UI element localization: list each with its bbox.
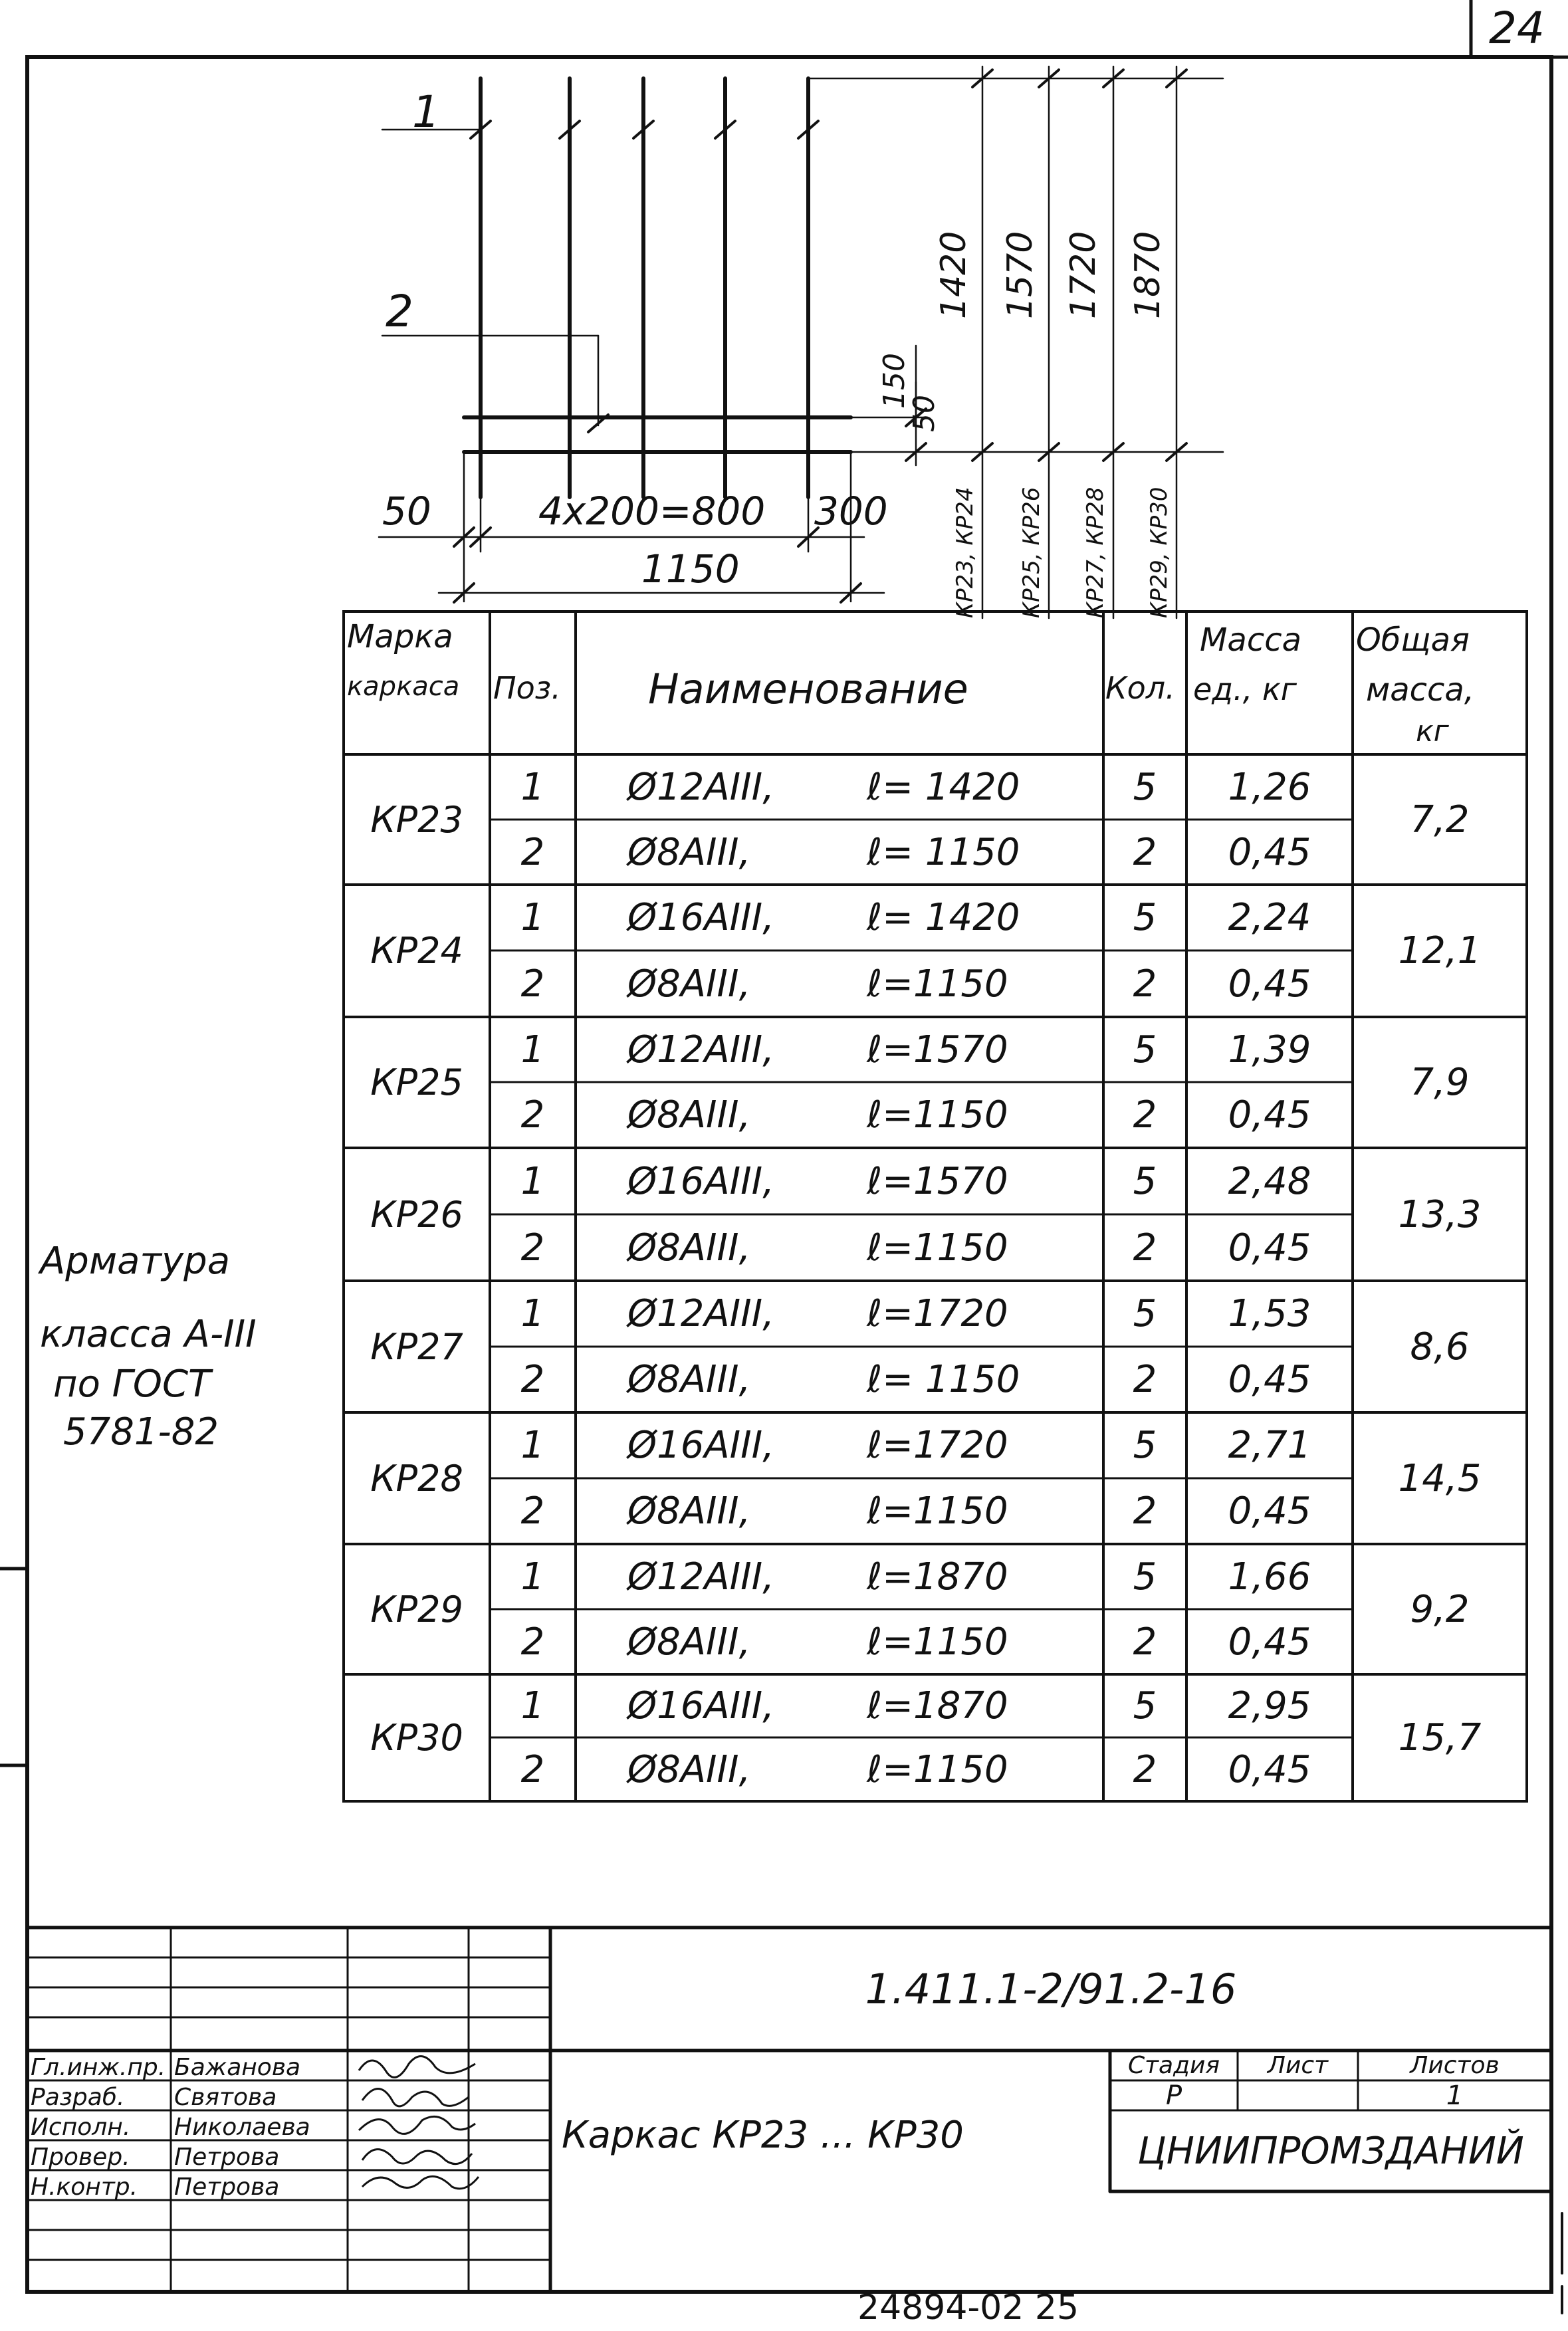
row-unit-mass: 2,48	[1228, 1159, 1311, 1203]
row-length: ℓ=1150	[867, 1490, 1008, 1533]
dim-mark-kr23-24: КР23, КР24	[952, 487, 978, 618]
row-pos: 2	[520, 962, 545, 1006]
position-label-2: 2	[386, 286, 413, 337]
row-length: ℓ= 1420	[867, 765, 1020, 809]
dim-300: 300	[814, 489, 888, 534]
row-qty: 5	[1133, 1684, 1157, 1727]
row-length: ℓ=1150	[867, 1226, 1008, 1270]
row-pos: 2	[520, 1093, 545, 1137]
row-bar: Ø16AIII,	[627, 1159, 774, 1203]
dim-length-1420: 1420	[934, 231, 974, 319]
row-bar: Ø8AIII,	[627, 1093, 751, 1137]
row-mark: КР30	[370, 1717, 463, 1759]
row-unit-mass: 2,95	[1228, 1684, 1311, 1727]
position-label-1: 1	[412, 86, 440, 138]
row-total-mass: 7,9	[1410, 1061, 1470, 1104]
row-qty: 2	[1133, 1358, 1157, 1401]
row-unit-mass: 1,39	[1228, 1028, 1311, 1071]
row-unit-mass: 0,45	[1228, 962, 1311, 1006]
row-unit-mass: 0,45	[1228, 1093, 1311, 1137]
row-length: ℓ=1870	[867, 1555, 1008, 1599]
row-mark: КР29	[370, 1588, 463, 1630]
row-qty: 2	[1133, 962, 1157, 1006]
row-bar: Ø16AIII,	[627, 1424, 774, 1467]
dim-1150: 1150	[641, 546, 740, 592]
name-checker: Петрова	[174, 2144, 280, 2171]
row-pos: 2	[520, 1747, 545, 1791]
page-number: 24	[1489, 3, 1545, 54]
header-mark-1: Марка	[347, 618, 453, 655]
row-total-mass: 14,5	[1398, 1456, 1482, 1500]
row-qty: 2	[1133, 1093, 1157, 1137]
dim-spacing: 4x200=800	[538, 489, 766, 534]
row-qty: 2	[1133, 1490, 1157, 1533]
row-length: ℓ=1150	[867, 1747, 1008, 1791]
sheets-label: Листов	[1410, 2052, 1500, 2079]
role-checker: Провер.	[31, 2144, 130, 2171]
row-bar: Ø16AIII,	[627, 1684, 774, 1727]
header-unit-mass-1: Масса	[1200, 621, 1302, 659]
dim-mark-kr25-26: КР25, КР26	[1018, 487, 1045, 618]
row-bar: Ø8AIII,	[627, 1358, 751, 1401]
note-line-4: 5781-82	[63, 1410, 219, 1454]
row-qty: 2	[1133, 1620, 1157, 1664]
row-length: ℓ= 1150	[867, 830, 1020, 874]
role-developer: Разраб.	[31, 2084, 125, 2111]
row-bar: Ø16AIII,	[627, 896, 774, 939]
dim-length-1870: 1870	[1128, 231, 1168, 319]
row-unit-mass: 1,53	[1228, 1292, 1311, 1335]
row-unit-mass: 2,24	[1228, 896, 1311, 939]
row-bar: Ø8AIII,	[627, 962, 751, 1006]
row-bar: Ø12AIII,	[627, 1292, 774, 1335]
row-qty: 2	[1133, 830, 1157, 874]
row-qty: 5	[1133, 1159, 1157, 1203]
note-line-3: по ГОСТ	[53, 1363, 211, 1406]
row-unit-mass: 1,66	[1228, 1555, 1311, 1599]
row-pos: 2	[520, 1620, 545, 1664]
row-bar: Ø8AIII,	[627, 1620, 751, 1664]
role-chief-engineer: Гл.инж.пр.	[31, 2054, 166, 2081]
signatures	[359, 2056, 479, 2189]
row-unit-mass: 1,26	[1228, 765, 1311, 809]
row-pos: 1	[520, 765, 545, 809]
row-total-mass: 12,1	[1398, 929, 1482, 972]
row-pos: 2	[520, 1226, 545, 1270]
row-pos: 1	[520, 896, 545, 939]
row-unit-mass: 0,45	[1228, 1747, 1311, 1791]
row-total-mass: 8,6	[1410, 1325, 1470, 1369]
row-length: ℓ=1570	[867, 1159, 1008, 1203]
header-total-mass-3: кг	[1416, 715, 1449, 748]
row-bar: Ø12AIII,	[627, 1555, 774, 1599]
role-executor: Исполн.	[31, 2114, 131, 2141]
row-unit-mass: 2,71	[1228, 1424, 1311, 1467]
dim-small-150: 150	[877, 353, 911, 409]
header-pos: Поз.	[493, 670, 561, 706]
dim-50: 50	[382, 489, 431, 534]
row-pos: 1	[520, 1555, 545, 1599]
row-total-mass: 15,7	[1398, 1716, 1482, 1759]
dim-length-1570: 1570	[1000, 231, 1040, 319]
row-qty: 2	[1133, 1226, 1157, 1270]
header-total-mass-1: Общая	[1356, 621, 1470, 659]
row-unit-mass: 0,45	[1228, 1226, 1311, 1270]
header-total-mass-2: масса,	[1366, 671, 1475, 709]
row-total-mass: 7,2	[1410, 798, 1470, 841]
row-bar: Ø8AIII,	[627, 1490, 751, 1533]
name-executor: Николаева	[174, 2114, 310, 2141]
row-qty: 5	[1133, 765, 1157, 809]
sheets-value: 1	[1446, 2080, 1464, 2111]
row-bar: Ø12AIII,	[627, 765, 774, 809]
row-bar: Ø8AIII,	[627, 1747, 751, 1791]
header-qty: Кол.	[1105, 670, 1175, 706]
row-mark: КР26	[370, 1193, 463, 1236]
row-pos: 2	[520, 1358, 545, 1401]
row-total-mass: 9,2	[1410, 1587, 1470, 1631]
organization: ЦНИИПРОМЗДАНИЙ	[1137, 2129, 1524, 2173]
name-norm-control: Петрова	[174, 2173, 280, 2201]
name-developer: Святова	[174, 2084, 277, 2111]
footer-code: 24894-02 25	[857, 2288, 1079, 2328]
note-line-1: Арматура	[40, 1240, 231, 1283]
row-unit-mass: 0,45	[1228, 1358, 1311, 1401]
row-qty: 5	[1133, 1424, 1157, 1467]
row-bar: Ø8AIII,	[627, 830, 751, 874]
row-length: ℓ= 1420	[867, 896, 1020, 939]
row-length: ℓ= 1150	[867, 1358, 1020, 1401]
row-qty: 5	[1133, 1028, 1157, 1071]
row-pos: 1	[520, 1424, 545, 1467]
row-mark: КР25	[370, 1061, 463, 1103]
header-name: Наименование	[648, 665, 968, 713]
row-total-mass: 13,3	[1398, 1192, 1482, 1236]
row-qty: 5	[1133, 1555, 1157, 1599]
name-chief-engineer: Бажанова	[174, 2054, 301, 2081]
sheet-label: Лист	[1267, 2052, 1329, 2079]
row-mark: КР23	[370, 798, 463, 841]
dim-mark-kr27-28: КР27, КР28	[1082, 487, 1109, 618]
row-length: ℓ=1150	[867, 962, 1008, 1006]
dim-length-1720: 1720	[1064, 231, 1103, 319]
row-length: ℓ=1150	[867, 1093, 1008, 1137]
drawing-title: Каркас КР23 ... КР30	[562, 2114, 964, 2157]
stage-label: Стадия	[1127, 2052, 1220, 2079]
row-length: ℓ=1720	[867, 1424, 1008, 1467]
row-unit-mass: 0,45	[1228, 1490, 1311, 1533]
row-bar: Ø12AIII,	[627, 1028, 774, 1071]
dim-mark-kr29-30: КР29, КР30	[1146, 487, 1173, 618]
row-unit-mass: 0,45	[1228, 830, 1311, 874]
row-pos: 1	[520, 1292, 545, 1335]
note-line-2: класса А-III	[40, 1313, 257, 1356]
row-length: ℓ=1150	[867, 1620, 1008, 1664]
row-mark: КР27	[370, 1325, 463, 1368]
row-pos: 1	[520, 1028, 545, 1071]
row-length: ℓ=1870	[867, 1684, 1008, 1727]
row-unit-mass: 0,45	[1228, 1620, 1311, 1664]
row-pos: 2	[520, 1490, 545, 1533]
dim-small-50: 50	[907, 395, 941, 432]
row-mark: КР24	[370, 930, 463, 972]
row-qty: 2	[1133, 1747, 1157, 1791]
row-length: ℓ=1720	[867, 1292, 1008, 1335]
stage-value: Р	[1165, 2080, 1182, 2111]
sheet-value	[1238, 2080, 1358, 2110]
role-norm-control: Н.контр.	[31, 2173, 138, 2201]
row-pos: 1	[520, 1159, 545, 1203]
row-qty: 5	[1133, 896, 1157, 939]
header-unit-mass-2: ед., кг	[1193, 671, 1297, 707]
row-pos: 1	[520, 1684, 545, 1727]
header-mark-2: каркаса	[347, 671, 460, 702]
row-length: ℓ=1570	[867, 1028, 1008, 1071]
row-qty: 5	[1133, 1292, 1157, 1335]
doc-code: 1.411.1-2/91.2-16	[865, 1965, 1237, 2013]
row-pos: 2	[520, 830, 545, 874]
row-mark: КР28	[370, 1457, 463, 1499]
row-bar: Ø8AIII,	[627, 1226, 751, 1270]
